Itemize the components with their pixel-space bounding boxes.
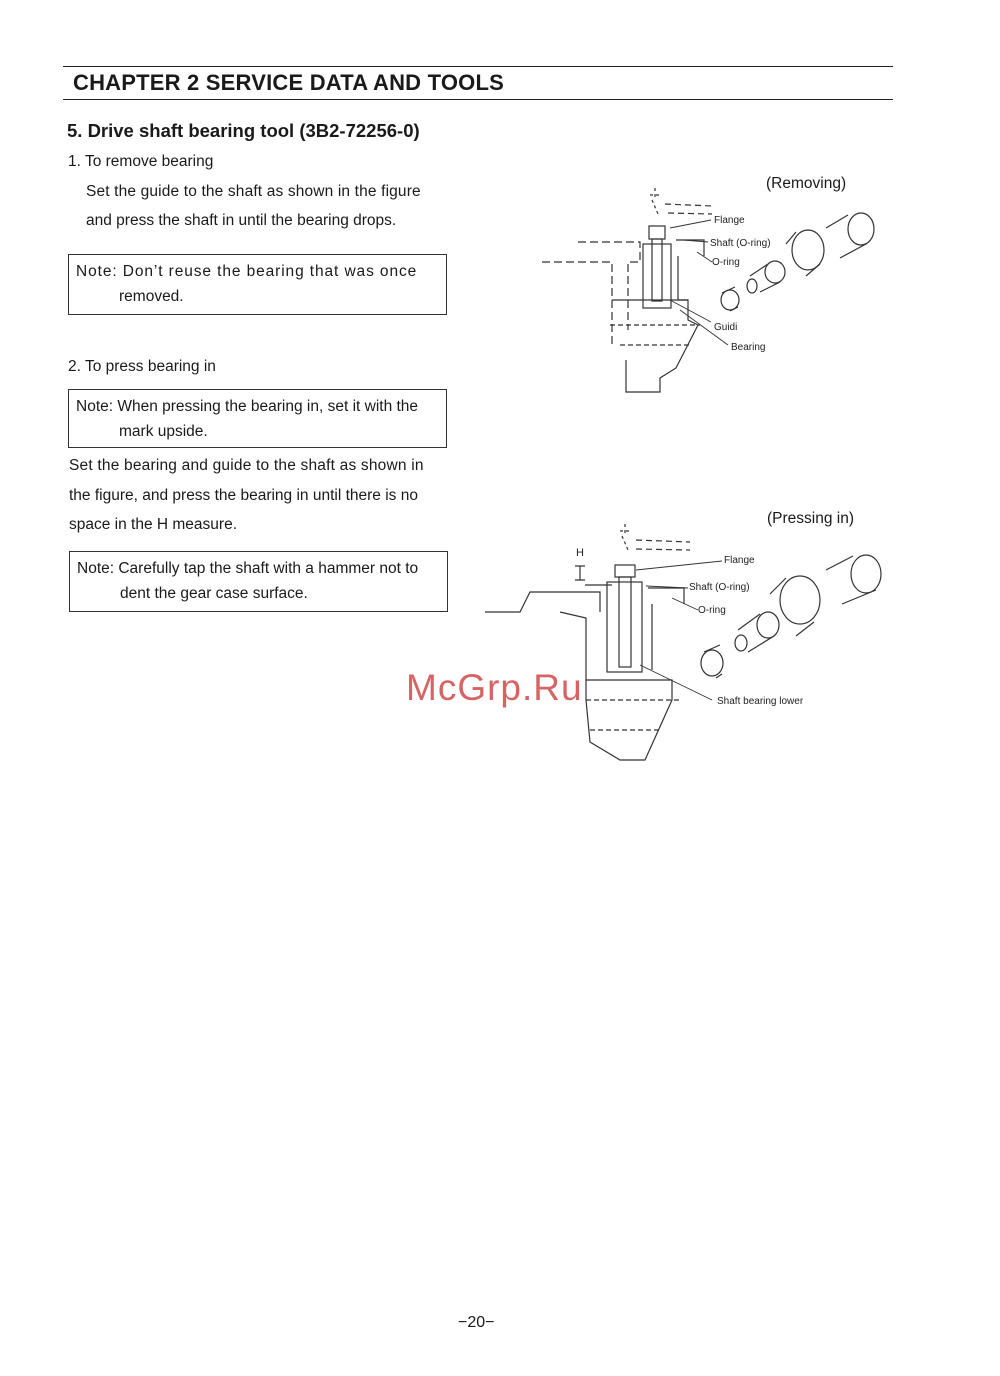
hammer-handle (636, 540, 690, 550)
label-guide: Guidi (714, 322, 738, 333)
chapter-title: CHAPTER 2 SERVICE DATA AND TOOLS (73, 70, 504, 95)
note-press-mark (68, 389, 447, 448)
remove-line-1: Set the guide to the shaft as shown in the figure (86, 183, 421, 200)
guide-shape (643, 244, 671, 308)
press-body-line-1: Set the bearing and guide to the shaft as shown in (69, 457, 424, 474)
bearing-part (721, 287, 739, 311)
housing-shape (676, 240, 704, 300)
figure-pressing-caption: (Pressing in) (767, 510, 854, 527)
figure-removing-caption: (Removing) (766, 175, 847, 192)
note-remove (68, 254, 447, 315)
label-oring: O-ring (698, 605, 726, 616)
chapter-underline (63, 99, 893, 100)
hammer-handle (665, 204, 712, 214)
hammer-outline (650, 188, 660, 214)
hammer-outline (620, 524, 630, 550)
shaft-shape (619, 577, 631, 667)
note-press-mark-line-2: mark upside. (119, 423, 208, 440)
figure-pressing (480, 520, 900, 770)
note-hammer (69, 551, 448, 612)
gear-case-body (586, 680, 672, 760)
gear-case-outline (542, 242, 640, 345)
bearing-lower-part (701, 645, 723, 678)
flange-shape (649, 226, 665, 239)
flange-shape (615, 565, 635, 577)
remove-line-2: and press the shaft in until the bearing drops. (86, 212, 397, 229)
watermark: McGrp.Ru (406, 667, 583, 708)
note-press-mark-line-1: Note: When pressing the bearing in, set it with the (76, 398, 419, 415)
remove-heading: 1. To remove bearing (68, 153, 214, 170)
label-flange: Flange (714, 215, 745, 226)
label-h: H (576, 547, 584, 559)
label-bearing-lower: Shaft bearing lower (717, 696, 804, 707)
section-title: 5. Drive shaft bearing tool (3B2-72256-0) (67, 120, 420, 141)
label-oring: O-ring (712, 257, 740, 268)
label-bearing: Bearing (731, 342, 766, 353)
figure-removing (530, 180, 900, 400)
label-shaft: Shaft (O-ring) (710, 238, 771, 249)
gear-case-section (610, 325, 700, 345)
press-body-line-2: the figure, and press the bearing in until there is no (69, 487, 418, 504)
label-flange: Flange (724, 555, 755, 566)
housing-shape (648, 588, 684, 670)
top-rule (63, 66, 893, 67)
note-hammer-line-1: Note: Carefully tap the shaft with a hammer not to (77, 560, 419, 577)
label-shaft: Shaft (O-ring) (689, 582, 750, 593)
note-hammer-line-2: dent the gear case surface. (120, 585, 308, 602)
shaft-shape (652, 239, 662, 301)
note-remove-line-1: Note: Don’t reuse the bearing that was once (76, 263, 418, 280)
guide-shape (607, 582, 642, 672)
drift-tool (747, 213, 874, 293)
page-number: −20− (458, 1314, 495, 1331)
note-remove-line-2: removed. (119, 288, 184, 305)
press-body-line-3: space in the H measure. (69, 516, 238, 533)
drift-tool (735, 555, 881, 652)
press-heading: 2. To press bearing in (68, 358, 216, 375)
